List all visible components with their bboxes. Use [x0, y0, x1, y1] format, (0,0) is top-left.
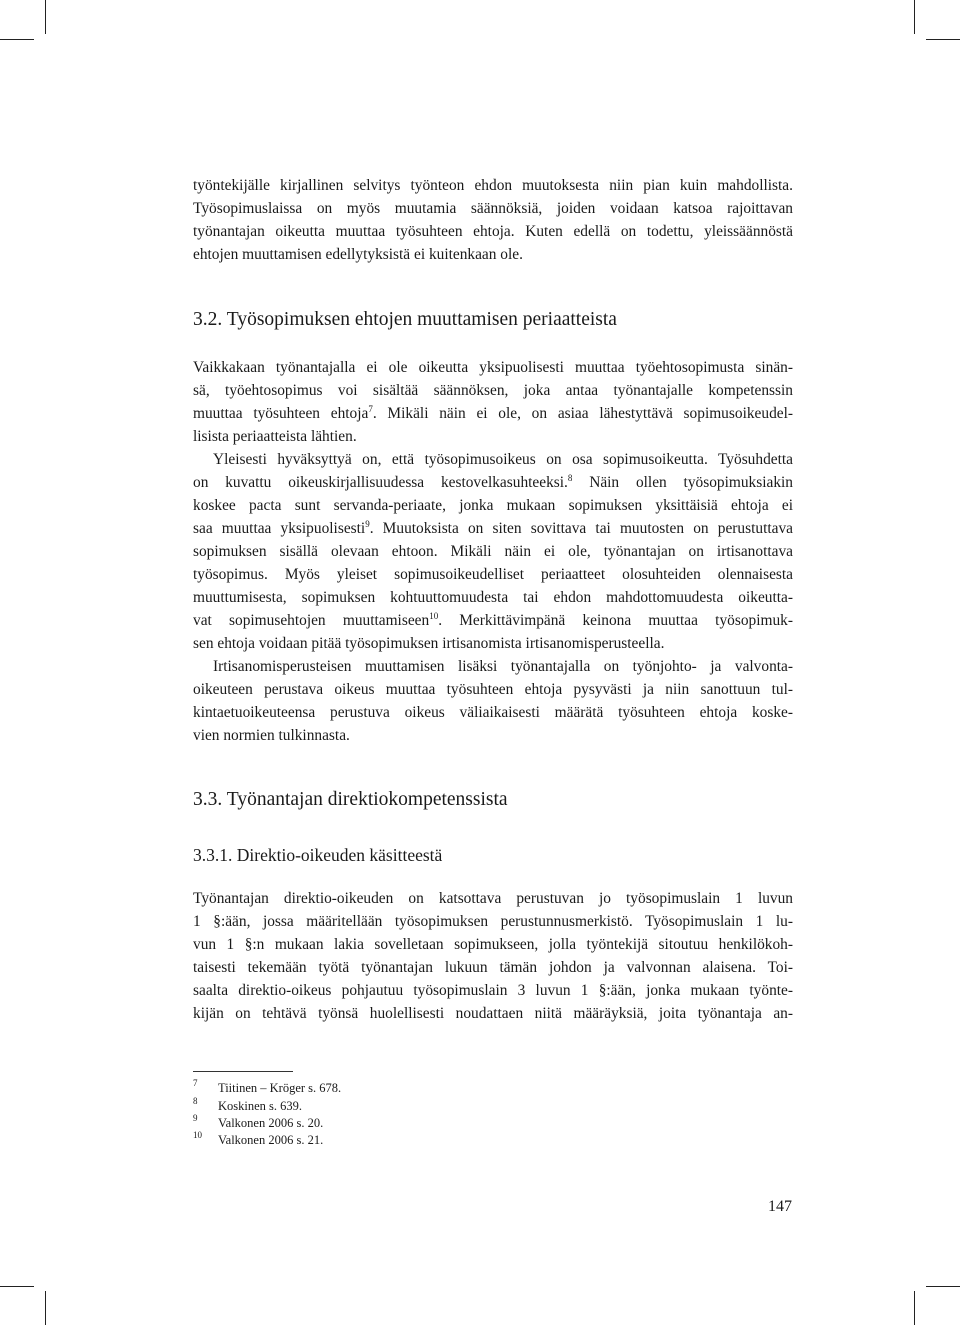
text-line: lisista periaatteista lähtien.	[193, 428, 357, 445]
text-line: sopimuksen sisällä olevaan ehtoon. Mikäli näin ei ole, työnantajan on irtisanottava	[193, 543, 793, 560]
footnote-text: Tiitinen – Kröger s. 678.	[218, 1081, 342, 1095]
text-line: vun 1 §:n mukaan lakia sovelletaan sopimukseen, jolla työntekijä sitoutuu henkilökoh-	[193, 936, 793, 953]
text-line: Työsopimuslaissa on myös muutamia säännöksiä, joiden voidaan katsoa rajoittavan	[193, 200, 793, 217]
text-line: muuttaa työsuhteen ehtoja$^7$. Mikäli näin ei ole, on asiaa lähestyttävä sopimusoikeudel-	[193, 404, 793, 422]
footnote-text: Valkonen 2006 s. 20.	[218, 1116, 324, 1130]
subsection-heading-3-3-1: 3.3.1. Direktio-oikeuden käsitteestä	[193, 845, 443, 865]
footnote-text: Valkonen 2006 s. 21.	[218, 1133, 324, 1147]
text-line: Yleisesti hyväksyttyä on, että työsopimusoikeus on osa sopimusoikeutta. Työsuhdetta	[213, 451, 793, 468]
text-line: on kuvattu oikeuskirjallisuudessa kestovelkasuhteeksi.$^8$ Näin ollen työsopimuksiakin	[193, 473, 793, 491]
section-3-3-1-paragraph	[193, 887, 793, 1025]
section-3-2-paragraph-1	[193, 356, 793, 448]
text-line: 1 §:ään, jossa määritellään työsopimuksen perustunnusmerkistö. Työsopimuslain 1 lu-	[193, 913, 793, 930]
crop-mark	[0, 1286, 34, 1287]
text-line: kijän on tehtävä työnsä huolellisesti noudattaen niitä määräyksiä, joita työnantaja an-	[193, 1005, 793, 1022]
text-line: työsopimus. Myös yleiset sopimusoikeudelliset periaatteet olosuhteiden olennaisesta	[193, 566, 793, 583]
crop-mark	[914, 1291, 915, 1325]
text-line: työntekijälle kirjallinen selvitys työnteon ehdon muutoksesta niin pian kuin mahdollista.	[193, 177, 793, 194]
section-3-2-paragraph-2	[193, 448, 793, 655]
page-number: 147	[768, 1198, 792, 1215]
footnote-number: 9	[193, 1113, 198, 1123]
footnote-number: 7	[193, 1078, 198, 1088]
footnote-text: Koskinen s. 639.	[218, 1099, 303, 1113]
crop-mark	[926, 1286, 960, 1287]
footnote-number: 8	[193, 1096, 198, 1106]
text-line: koskee pacta sunt servanda-periaate, jonka mukaan sopimuksen yksittäisiä ehtoja ei	[193, 497, 793, 514]
crop-mark	[45, 0, 46, 34]
crop-mark	[45, 1291, 46, 1325]
footnote-ref: 9	[365, 519, 370, 529]
text-line: Työnantajan direktio-oikeuden on katsottava perustuvan jo työsopimuslain 1 luvun	[193, 890, 793, 907]
text-line: työnantajan oikeutta muuttaa työsuhteen ehtoja. Kuten edellä on todettu, yleissäännöstä	[193, 223, 793, 240]
section-3-2-paragraph-3	[193, 655, 793, 747]
footnote-number: 10	[193, 1130, 202, 1140]
crop-mark	[914, 0, 915, 34]
text-line: Irtisanomisperusteisen muuttamisen lisäksi työnantajalla on työnjohto- ja valvonta-	[213, 658, 793, 675]
text-line: Vaikkakaan työnantajalla ei ole oikeutta yksipuolisesti muuttaa työehtosopimusta sinän-	[193, 359, 793, 376]
text-line: saalta direktio-oikeus pohjautuu työsopimuslain 3 luvun 1 §:ään, jonka mukaan työnte-	[193, 982, 793, 999]
section-heading-3-3: 3.3. Työnantajan direktiokompetenssista	[193, 789, 508, 810]
footnote-ref: 8	[567, 473, 573, 483]
text-line: sä, työehtosopimus voi sisältää säännöksen, joka antaa työnantajalle kompetenssin	[193, 382, 793, 399]
text-line: kintaetuoikeuteensa perustuva oikeus väliaikaisesti määrätä työsuhteen ehtoja koske-	[193, 704, 793, 721]
text-line: taisesti tekemään työtä työnantajan lukuun tämän johdon ja valvonnan alaisena. Toi-	[193, 959, 793, 976]
section-heading-3-2: 3.2. Työsopimuksen ehtojen muuttamisen periaatteista	[193, 309, 617, 330]
crop-mark	[926, 39, 960, 40]
footnote-rule	[193, 1071, 293, 1072]
intro-paragraph	[193, 174, 793, 266]
text-line: sen ehtoja voidaan pitää työsopimuksen irtisanomista irtisanomisperusteella.	[193, 635, 665, 652]
text-line: vien normien tulkinnasta.	[193, 727, 350, 744]
text-line: ehtojen muuttamisen edellytyksistä ei kuitenkaan ole.	[193, 246, 523, 263]
text-line: oikeuteen perustava oikeus muuttaa työsuhteen ehtoja pysyvästi ja niin sanottuun tul-	[193, 681, 793, 698]
text-line: saa muuttaa yksipuolisesti$^9$. Muutoksista on siten sovittava tai muutosten on perustuttava	[193, 519, 793, 537]
crop-mark	[0, 39, 34, 40]
text-line: vat sopimusehtojen muuttamiseen$^{10}$. Merkittävimpänä keinona muuttaa työsopimuk-	[193, 611, 793, 629]
footnote-ref: 7	[368, 404, 373, 414]
text-line: muuttumisesta, sopimuksen kohtuuttomuudesta tai ehdon mahdottomuudesta oikeutta-	[193, 589, 793, 606]
footnote-ref: 10	[429, 611, 439, 621]
